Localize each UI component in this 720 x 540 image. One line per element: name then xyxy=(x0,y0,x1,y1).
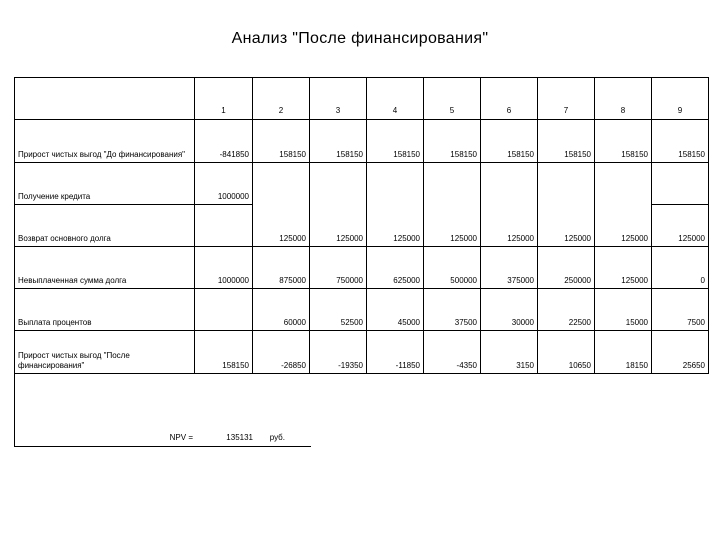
table-cell: -19350 xyxy=(310,331,367,374)
row-label: Получение кредита xyxy=(15,163,195,205)
page-title: Анализ "После финансирования" xyxy=(231,30,489,47)
table-cell: 158150 xyxy=(481,120,538,163)
header-cell: 6 xyxy=(481,78,538,120)
table-cell: 158150 xyxy=(652,120,709,163)
table-cell: 1000000 xyxy=(195,247,253,289)
row-label: Возврат основного долга xyxy=(15,205,195,247)
row-label: Прирост чистых выгод "После финансирования" xyxy=(15,331,195,374)
table-cell: 625000 xyxy=(367,247,424,289)
table-cell: -841850 xyxy=(195,120,253,163)
npv-value: 135131 xyxy=(226,433,253,442)
table-cell xyxy=(253,163,310,205)
table-cell: 37500 xyxy=(424,289,481,331)
table-row xyxy=(15,163,709,205)
npv-unit: руб. xyxy=(269,433,285,442)
table-cell: 10650 xyxy=(538,331,595,374)
header-cell: 7 xyxy=(538,78,595,120)
table-cell: 3150 xyxy=(481,331,538,374)
table-cell: 125000 xyxy=(595,205,652,247)
table-cell: 158150 xyxy=(424,120,481,163)
table-row xyxy=(15,205,709,247)
table-cell xyxy=(652,163,709,205)
table-cell: 30000 xyxy=(481,289,538,331)
header-row xyxy=(15,78,709,120)
table-cell: 158150 xyxy=(310,120,367,163)
table-cell: 125000 xyxy=(424,205,481,247)
table-cell: -4350 xyxy=(424,331,481,374)
table-cell xyxy=(538,163,595,205)
table-cell: 875000 xyxy=(253,247,310,289)
table-cell: 250000 xyxy=(538,247,595,289)
header-cell xyxy=(15,78,195,120)
table-row xyxy=(15,247,709,289)
table-cell xyxy=(367,163,424,205)
table-cell: -11850 xyxy=(367,331,424,374)
npv-footer xyxy=(14,362,311,447)
table-cell: 125000 xyxy=(595,247,652,289)
table-cell: 158150 xyxy=(538,120,595,163)
table-cell: 125000 xyxy=(367,205,424,247)
table-cell: 1000000 xyxy=(195,163,253,205)
row-label: Невыплаченная сумма долга xyxy=(15,247,195,289)
table-cell: 158150 xyxy=(195,331,253,374)
header-cell: 5 xyxy=(424,78,481,120)
header-cell: 4 xyxy=(367,78,424,120)
table-cell xyxy=(595,163,652,205)
table-cell xyxy=(481,163,538,205)
table-cell: 375000 xyxy=(481,247,538,289)
table-row xyxy=(15,289,709,331)
table-cell: 125000 xyxy=(310,205,367,247)
table-row xyxy=(15,120,709,163)
header-cell: 1 xyxy=(195,78,253,120)
table-cell: 125000 xyxy=(652,205,709,247)
header-cell: 8 xyxy=(595,78,652,120)
header-cell: 9 xyxy=(652,78,709,120)
table-cell: 125000 xyxy=(481,205,538,247)
table-cell: 125000 xyxy=(253,205,310,247)
npv-label: NPV = xyxy=(169,433,193,442)
table-cell xyxy=(195,289,253,331)
financing-table xyxy=(14,77,708,374)
header-cell: 2 xyxy=(253,78,310,120)
table-cell: -26850 xyxy=(253,331,310,374)
table-cell: 500000 xyxy=(424,247,481,289)
table-cell: 158150 xyxy=(595,120,652,163)
table-cell: 22500 xyxy=(538,289,595,331)
table-cell: 750000 xyxy=(310,247,367,289)
row-label: Выплата процентов xyxy=(15,289,195,331)
table-cell: 7500 xyxy=(652,289,709,331)
table-cell: 45000 xyxy=(367,289,424,331)
header-cell: 3 xyxy=(310,78,367,120)
table-cell: 60000 xyxy=(253,289,310,331)
table-cell xyxy=(424,163,481,205)
table-cell xyxy=(310,163,367,205)
table-cell: 52500 xyxy=(310,289,367,331)
table-cell: 0 xyxy=(652,247,709,289)
row-label: Прирост чистых выгод "До финансирования" xyxy=(15,120,195,163)
table-cell: 125000 xyxy=(538,205,595,247)
table-cell: 158150 xyxy=(367,120,424,163)
table-cell: 15000 xyxy=(595,289,652,331)
table-cell xyxy=(195,205,253,247)
table-cell: 25650 xyxy=(652,331,709,374)
table-cell: 18150 xyxy=(595,331,652,374)
table-cell: 158150 xyxy=(253,120,310,163)
